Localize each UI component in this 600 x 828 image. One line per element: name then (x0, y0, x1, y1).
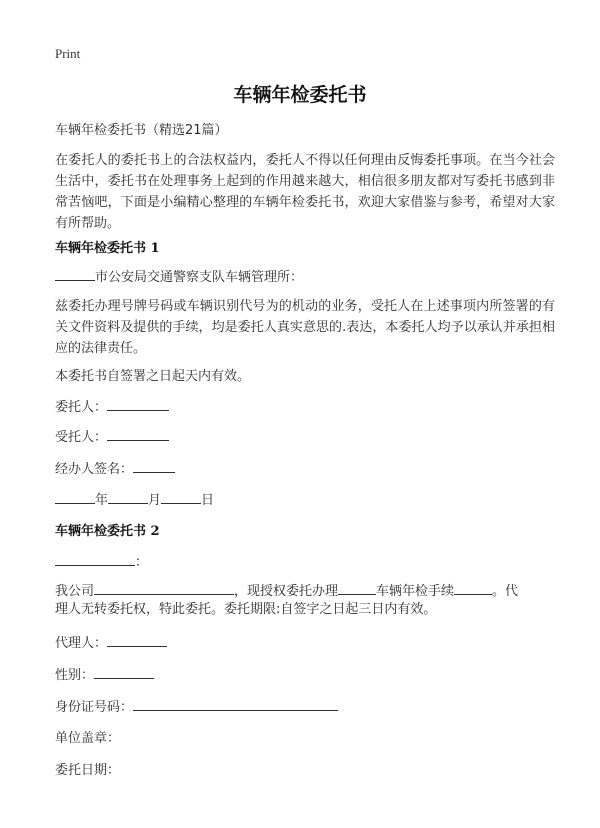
section2-text-c: 车辆年检手续 (376, 584, 455, 599)
section2-heading: 车辆年检委托书 2 (55, 524, 160, 539)
year-label: 年 (95, 493, 109, 508)
section2-colon: ： (135, 555, 149, 570)
section2-addressee-blank (55, 551, 135, 566)
procedure-blank (454, 580, 492, 595)
day-blank (161, 489, 201, 504)
agent-line (55, 426, 555, 448)
proxy-label: 代理人： (55, 636, 108, 651)
client-line (55, 396, 555, 418)
section1-heading: 车辆年检委托书 1 (55, 241, 160, 256)
handler-label: 经办人签名： (55, 462, 134, 477)
id-blank (133, 696, 338, 711)
day-label: 日 (201, 493, 215, 508)
id-line (55, 696, 555, 718)
proxy-blank (107, 632, 167, 647)
agent-label: 受托人： (55, 430, 108, 445)
section1-validity: 本委托书自签署之日起天内有效。 (55, 369, 251, 384)
intro-paragraph: 在委托人的委托书上的合法权益内，委托人不得以任何理由反悔委托事项。在当今社会生活中，委托书在处理事务上起到的作用越来越大，相信很多朋友都对写委托书感到非常苦恼吧，下面是小编精心整理的车辆年检委托书，欢迎大家借鉴与参考，希望对大家有所帮助。 (55, 153, 555, 231)
entrust-date-line: 委托日期： (55, 763, 121, 778)
year-blank (55, 489, 95, 504)
date-line (55, 489, 555, 511)
section2-line2: 理人无转委托权，特此委托。委托期限:自签字之日起三日内有效。 (55, 602, 437, 617)
month-blank (108, 489, 148, 504)
proxy-line (55, 632, 555, 654)
month-label: 月 (148, 493, 162, 508)
section2-text-b: ，现授权委托办理 (234, 584, 339, 599)
addressee-blank (55, 266, 95, 281)
client-blank (107, 396, 169, 411)
handler-line (55, 458, 555, 480)
section1-body: 兹委托办理号牌号码或车辆识别代号为的机动的业务，受托人在上述事项内所签署的有关文件资料及提供的手续，均是委托人真实意思的.表达，本委托人均予以承认并承担相应的法律责任。 (55, 299, 555, 356)
document-subtitle: 车辆年检委托书（精选21篇） (55, 123, 228, 138)
document-title: 车辆年检委托书 (233, 84, 367, 106)
id-label: 身份证号码： (55, 700, 134, 715)
seal-line: 单位盖章： (55, 731, 121, 746)
handler-blank (133, 458, 175, 473)
print-link[interactable]: Print (55, 46, 81, 61)
section1-addressee-line (55, 266, 555, 288)
section2-addressee-line (55, 551, 555, 573)
company-blank (94, 580, 234, 595)
section2-text-a: 我公司 (55, 584, 95, 599)
gender-line (55, 664, 555, 686)
vehicle-blank (338, 580, 376, 595)
agent-blank (107, 426, 169, 441)
gender-label: 性别： (55, 668, 95, 683)
client-label: 委托人： (55, 400, 108, 415)
gender-blank (94, 664, 154, 679)
section2-text-d: 。代 (492, 584, 519, 599)
addressee-text: 市公安局交通警察支队车辆管理所： (95, 270, 304, 285)
